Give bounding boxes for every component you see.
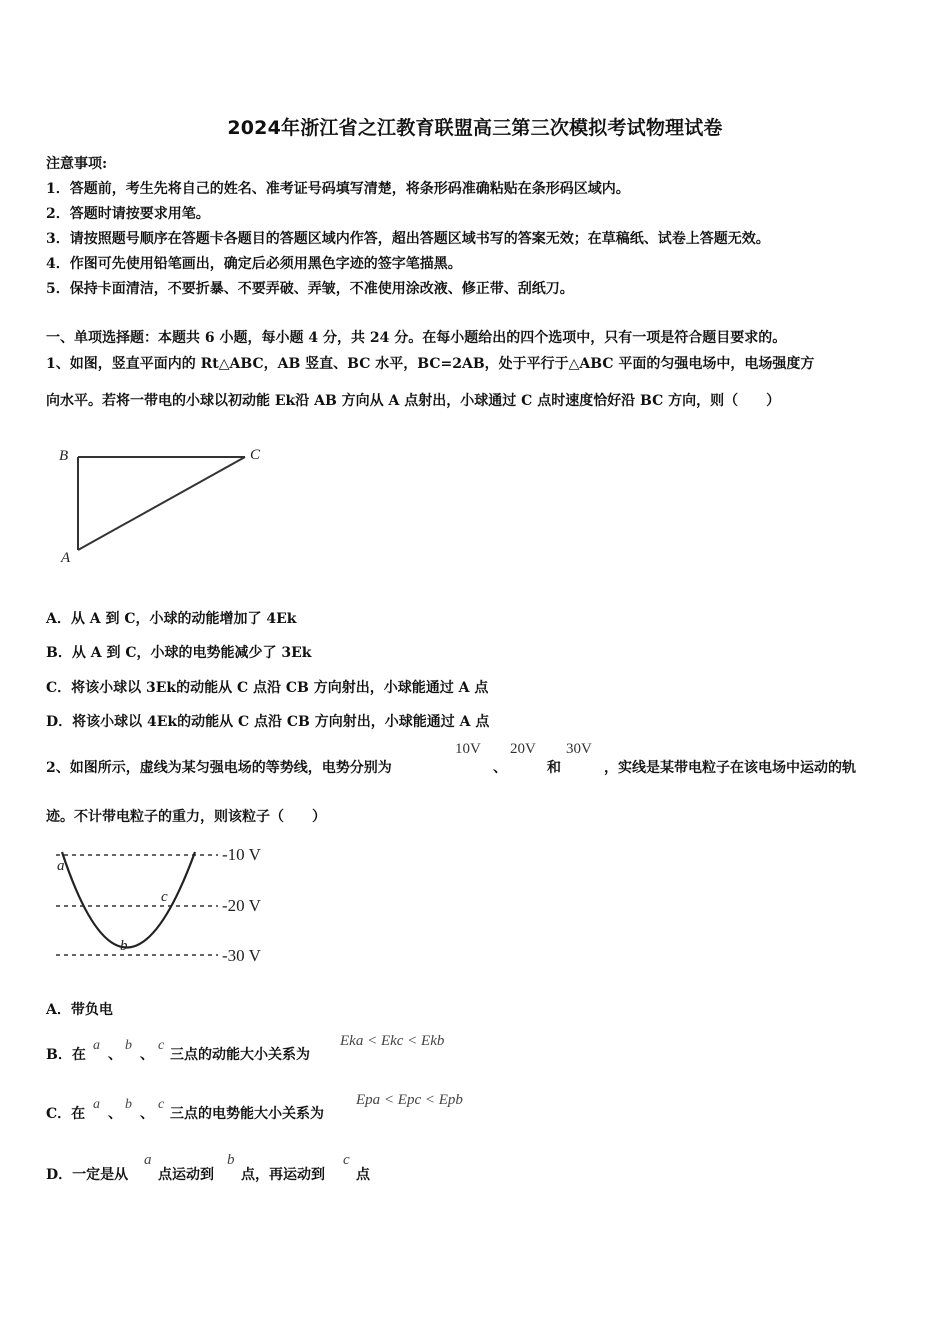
- q2-option-d-prefix: D．一定是从: [46, 1167, 129, 1183]
- q2-stem-line2: 迹。不计带电粒子的重力，则该粒子（ ）: [46, 809, 326, 825]
- q1-option-d: D．将该小球以 4Ek的动能从 C 点沿 CB 方向射出，小球能通过 A 点: [46, 714, 490, 730]
- label-c: c: [161, 889, 168, 905]
- label-potential: -20 V: [222, 896, 261, 915]
- label-potential: -10 V: [222, 845, 261, 864]
- q2-stem-pre: 2、如图所示，虚线为某匀强电场的等势线，电势分别为: [46, 760, 392, 776]
- q2-option-c-prefix: C．在: [46, 1106, 86, 1122]
- q1-triangle-figure: [50, 438, 280, 573]
- q2-option-b-text: 三点的动能大小关系为: [170, 1047, 310, 1063]
- q1-option-a: A．从 A 到 C，小球的动能增加了 4Ek: [46, 611, 297, 627]
- label-c: C: [250, 447, 261, 463]
- var-b: b: [227, 1152, 235, 1168]
- q1-option-c: C．将该小球以 3Ek的动能从 C 点沿 CB 方向射出，小球能通过 A 点: [46, 680, 489, 696]
- q2-sep: 、: [493, 760, 507, 776]
- var-a: a: [144, 1152, 152, 1168]
- separator: 、: [108, 1047, 122, 1063]
- q2-potential-3: 30V: [566, 741, 592, 757]
- label-b: B: [59, 448, 69, 464]
- q2-option-b-prefix: B．在: [46, 1047, 86, 1063]
- label-a: a: [57, 858, 65, 874]
- q2-option-d-text: 点，再运动到: [241, 1167, 325, 1183]
- notice-item: 3．请按照题号顺序在答题卡各题目的答题区域内作答，超出答题区域书写的答案无效；在草稿纸、试卷上答题无效。: [46, 231, 770, 247]
- potential-energy-relation: Epa < Epc < Epb: [356, 1092, 463, 1108]
- label-a: A: [61, 550, 71, 566]
- separator: 、: [140, 1106, 154, 1122]
- var-c: c: [343, 1152, 350, 1168]
- var-c: c: [158, 1038, 165, 1053]
- notice-item: 1．答题前，考生先将自己的姓名、准考证号码填写清楚，将条形码准确粘贴在条形码区域内。: [46, 181, 630, 197]
- var-b: b: [125, 1038, 132, 1053]
- q1-option-b: B．从 A 到 C，小球的电势能减少了 3Ek: [46, 645, 312, 661]
- notice-item: 5．保持卡面清洁，不要折暴、不要弄破、弄皱，不准使用涂改液、修正带、刮纸刀。: [46, 281, 574, 297]
- separator: 、: [140, 1047, 154, 1063]
- label-potential: -30 V: [222, 946, 261, 965]
- var-c: c: [158, 1097, 165, 1112]
- segment-ac: [78, 457, 245, 550]
- particle-trajectory: [62, 852, 195, 948]
- kinetic-energy-relation: Eka < Ekc < Ekb: [340, 1033, 445, 1049]
- q2-sep: 和: [547, 760, 561, 776]
- q2-option-c-text: 三点的电势能大小关系为: [170, 1106, 324, 1122]
- q2-potential-2: 20V: [510, 741, 536, 757]
- q2-option-d-text: 点运动到: [158, 1167, 214, 1183]
- notice-heading: 注意事项:: [46, 156, 108, 172]
- q2-equipotential-figure: [50, 838, 280, 968]
- var-b: b: [125, 1097, 132, 1112]
- q2-option-a: A．带负电: [46, 1002, 113, 1018]
- notice-item: 4．作图可先使用铅笔画出，确定后必须用黑色字迹的签字笔描黑。: [46, 256, 462, 272]
- section-heading: 一、单项选择题：本题共 6 小题，每小题 4 分，共 24 分。在每小题给出的四个选项中，只有一项是符合题目要求的。: [46, 330, 787, 346]
- page-title: 2024年浙江省之江教育联盟高三第三次模拟考试物理试卷: [227, 117, 723, 139]
- var-a: a: [93, 1038, 100, 1053]
- label-b: b: [120, 938, 128, 954]
- q1-stem-line1: 1、如图，竖直平面内的 Rt△ABC，AB 竖直、BC 水平，BC=2AB，处于平行于△ABC 平面的匀强电场中，电场强度方: [46, 356, 815, 372]
- q1-stem-line2: 向水平。若将一带电的小球以初动能 Ek沿 AB 方向从 A 点射出，小球通过 C 点时速度恰好沿 BC 方向，则（ ）: [46, 393, 781, 409]
- q2-stem-post: ，实线是某带电粒子在该电场中运动的轨: [604, 760, 856, 776]
- q2-option-d-text: 点: [356, 1167, 370, 1183]
- separator: 、: [108, 1106, 122, 1122]
- q2-potential-1: 10V: [455, 741, 481, 757]
- var-a: a: [93, 1097, 100, 1112]
- notice-item: 2．答题时请按要求用笔。: [46, 206, 210, 222]
